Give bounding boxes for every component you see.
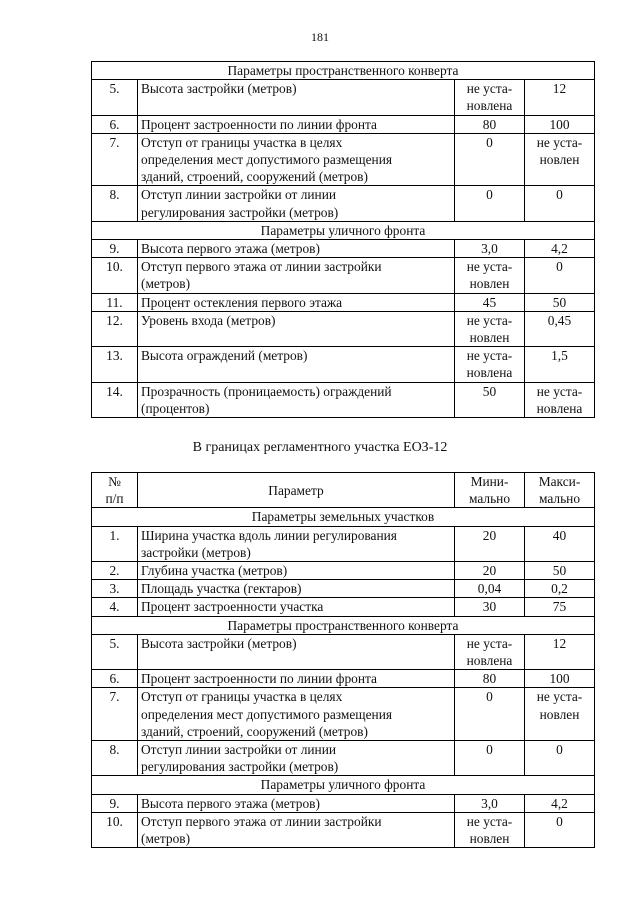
parameter-name: Отступ линии застройки от линии регулирования застройки (метров) xyxy=(138,741,455,776)
minimum-value: 0 xyxy=(455,741,525,776)
maximum-value: 75 xyxy=(525,598,595,616)
minimum-value: 80 xyxy=(454,115,524,133)
header-minimum: Мини- мально xyxy=(455,473,525,508)
section-header: Параметры земельных участков xyxy=(92,508,595,526)
row-number: 8. xyxy=(92,186,138,221)
parameters-table-continued xyxy=(91,61,595,418)
section-header: Параметры уличного фронта xyxy=(92,776,595,794)
row-number: 5. xyxy=(92,80,138,115)
parameter-name: Ширина участка вдоль линии регулирования застройки (метров) xyxy=(138,526,455,561)
table-row xyxy=(92,794,595,812)
maximum-value: 12 xyxy=(525,634,595,669)
row-number: 7. xyxy=(92,688,138,741)
row-number: 4. xyxy=(92,598,138,616)
maximum-value: 0,2 xyxy=(525,580,595,598)
minimum-value: не уста- новлен xyxy=(454,311,524,346)
minimum-value: 20 xyxy=(455,562,525,580)
table-row xyxy=(92,812,595,847)
page-number: 181 xyxy=(311,30,329,44)
minimum-value: 0 xyxy=(454,133,524,186)
minimum-value: не уста- новлен xyxy=(455,812,525,847)
table-row xyxy=(92,293,595,311)
row-number: 9. xyxy=(92,240,138,258)
maximum-value: не уста- новлена xyxy=(524,382,594,417)
parameter-name: Высота застройки (метров) xyxy=(138,634,455,669)
minimum-value: 0 xyxy=(454,186,524,221)
maximum-value: 0,45 xyxy=(524,311,594,346)
table-row xyxy=(92,115,595,133)
minimum-value: не уста- новлена xyxy=(454,347,524,382)
minimum-value: 50 xyxy=(454,382,524,417)
header-maximum: Макси- мально xyxy=(525,473,595,508)
maximum-value: 4,2 xyxy=(525,794,595,812)
row-number: 6. xyxy=(92,670,138,688)
maximum-value: 0 xyxy=(525,741,595,776)
header-parameter: Параметр xyxy=(138,473,455,508)
row-number: 11. xyxy=(92,293,138,311)
section-row xyxy=(92,62,595,80)
parameter-name: Отступ от границы участка в целях определения мест допустимого размещения зданий, строений, сооружений (метров) xyxy=(138,688,455,741)
section-title: В границах регламентного участка ЕОЗ-12 xyxy=(192,440,448,455)
parameter-name: Отступ линии застройки от линии регулирования застройки (метров) xyxy=(138,186,455,221)
section-header: Параметры пространственного конверта xyxy=(92,62,595,80)
table-row xyxy=(92,598,595,616)
section-row xyxy=(92,616,595,634)
maximum-value: 100 xyxy=(525,670,595,688)
parameter-name: Процент застроенности по линии фронта xyxy=(138,670,455,688)
maximum-value: 0 xyxy=(524,258,594,293)
maximum-value: не уста- новлен xyxy=(524,133,594,186)
parameter-name: Процент остекления первого этажа xyxy=(138,293,455,311)
maximum-value: 0 xyxy=(524,186,594,221)
minimum-value: не уста- новлена xyxy=(455,634,525,669)
parameter-name: Высота первого этажа (метров) xyxy=(138,794,455,812)
maximum-value: 40 xyxy=(525,526,595,561)
minimum-value: 3,0 xyxy=(454,240,524,258)
maximum-value: 100 xyxy=(524,115,594,133)
table-row xyxy=(92,311,595,346)
minimum-value: 30 xyxy=(455,598,525,616)
minimum-value: 80 xyxy=(455,670,525,688)
parameter-name: Уровень входа (метров) xyxy=(138,311,455,346)
row-number: 10. xyxy=(92,812,138,847)
parameter-name: Процент застроенности участка xyxy=(138,598,455,616)
parameter-name: Высота первого этажа (метров) xyxy=(138,240,455,258)
header-number: № п/п xyxy=(92,473,138,508)
maximum-value: 50 xyxy=(525,562,595,580)
table-header-row xyxy=(92,473,595,508)
parameter-name: Площадь участка (гектаров) xyxy=(138,580,455,598)
minimum-value: 0 xyxy=(455,688,525,741)
row-number: 3. xyxy=(92,580,138,598)
maximum-value: 0 xyxy=(525,812,595,847)
table-row xyxy=(92,186,595,221)
row-number: 2. xyxy=(92,562,138,580)
section-header: Параметры пространственного конверта xyxy=(92,616,595,634)
parameter-name: Отступ от границы участка в целях определения мест допустимого размещения зданий, строений, сооружений (метров) xyxy=(138,133,455,186)
section-row xyxy=(92,221,595,239)
table-row xyxy=(92,670,595,688)
section-header: Параметры уличного фронта xyxy=(92,221,595,239)
table-row xyxy=(92,688,595,741)
table-row xyxy=(92,347,595,382)
maximum-value: 1,5 xyxy=(524,347,594,382)
table-row xyxy=(92,240,595,258)
row-number: 8. xyxy=(92,741,138,776)
table-row xyxy=(92,741,595,776)
row-number: 1. xyxy=(92,526,138,561)
minimum-value: не уста- новлена xyxy=(454,80,524,115)
row-number: 7. xyxy=(92,133,138,186)
row-number: 13. xyxy=(92,347,138,382)
maximum-value: не уста- новлен xyxy=(525,688,595,741)
parameter-name: Процент застроенности по линии фронта xyxy=(138,115,455,133)
table-row xyxy=(92,562,595,580)
row-number: 14. xyxy=(92,382,138,417)
minimum-value: 20 xyxy=(455,526,525,561)
maximum-value: 4,2 xyxy=(524,240,594,258)
parameter-name: Глубина участка (метров) xyxy=(138,562,455,580)
parameter-name: Отступ первого этажа от линии застройки (метров) xyxy=(138,258,455,293)
table-row xyxy=(92,258,595,293)
row-number: 10. xyxy=(92,258,138,293)
row-number: 12. xyxy=(92,311,138,346)
table-row xyxy=(92,382,595,417)
section-row xyxy=(92,508,595,526)
minimum-value: 0,04 xyxy=(455,580,525,598)
parameters-table-eoz-12 xyxy=(91,472,595,848)
row-number: 9. xyxy=(92,794,138,812)
row-number: 6. xyxy=(92,115,138,133)
minimum-value: не уста- новлен xyxy=(454,258,524,293)
parameter-name: Прозрачность (проницаемость) ограждений (процентов) xyxy=(138,382,455,417)
table-row xyxy=(92,634,595,669)
parameter-name: Высота застройки (метров) xyxy=(138,80,455,115)
parameter-name: Отступ первого этажа от линии застройки (метров) xyxy=(138,812,455,847)
minimum-value: 45 xyxy=(454,293,524,311)
maximum-value: 50 xyxy=(524,293,594,311)
parameter-name: Высота ограждений (метров) xyxy=(138,347,455,382)
maximum-value: 12 xyxy=(524,80,594,115)
row-number: 5. xyxy=(92,634,138,669)
table-row xyxy=(92,526,595,561)
section-row xyxy=(92,776,595,794)
table-row xyxy=(92,580,595,598)
minimum-value: 3,0 xyxy=(455,794,525,812)
table-row xyxy=(92,133,595,186)
table-row xyxy=(92,80,595,115)
